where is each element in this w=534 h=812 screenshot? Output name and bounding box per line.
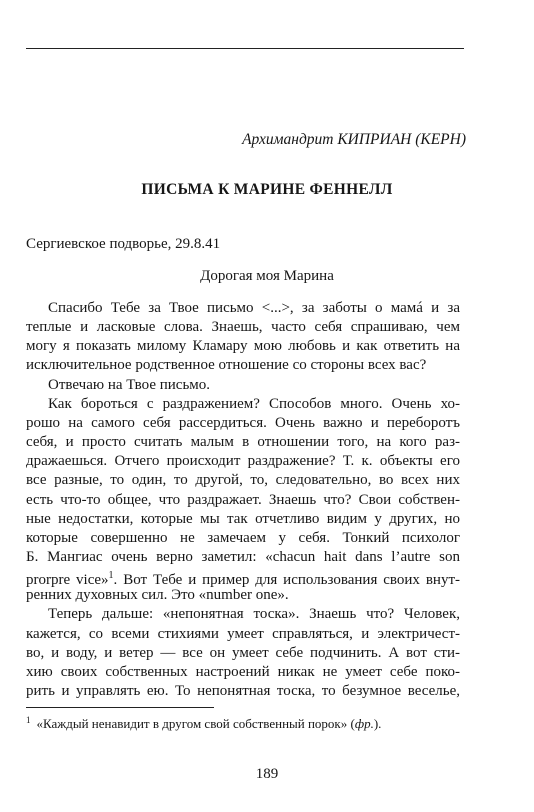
body-line: себя, и просто считать малым в отношении того, на кого раз- [26,434,460,450]
footnote-mark: 1 [26,715,31,725]
body-line: во, и воду, и ветер — все он умеет себе подчинить. А вот сти- [26,644,460,661]
footnote-close: ). [373,716,382,731]
body-line: ные недостатки, которые мы так отчетливо видим у других, но [26,510,460,527]
latin-quote-end: prorpre vice» [26,572,109,589]
body-line: Теперь дальше: «непонятная тоска». Знаешь что? Человек, [48,606,460,623]
top-rule [26,48,464,49]
body-line: ренних духовных сил. Это «number one». [26,587,289,604]
body-line: дражаешься. Отчего происходит раздражение? Т. к. объекты его [26,453,460,470]
body-line: Отвечаю на Твое письмо. [48,376,211,393]
body-line: Как бороться с раздражением? Способов много. Очень хо- [48,395,460,412]
body-line: которые совершенно не замечаем у себя. Тонкий психолог [26,529,460,546]
body-line: Спасибо Тебе за Твое письмо <...>, за заботы о мамá и за [48,300,460,316]
body-line: кажется, со всеми стихиями умеет справляться, и электричест- [26,625,460,642]
letter-place-date: Сергиевское подворье, 29.8.41 [26,236,221,252]
body-line: Б. Мангиас очень верно заметил: «chacun hait dans l’autre son [26,549,460,565]
body-line: теплые и ласковые слова. Знаешь, часто себя спрашиваю, чем [26,319,460,336]
body-line: исключительное родственное отношение со стороны всех вас? [26,357,427,374]
article-title: ПИСЬМА К МАРИНЕ ФЕННЕЛЛ [141,181,393,198]
body-line: все разные, то один, то другой, то, следовательно, во всех них [26,472,460,489]
page-number: 189 [255,766,279,782]
author-line: Архимандрит КИПРИАН (КЕРН) [242,131,466,148]
body-line: рошо на самого себя рассердиться. Очень важно и переборотъ [26,414,460,431]
footnote-text: «Каждый ненавидит в другом свой собственный порок» ( [36,716,355,731]
footnote-lang: фр. [354,716,374,731]
body-line: есть что-то общее, что раздражает. Знаешь что? Свои собствен- [26,491,460,508]
body-line: могу я показать милому Кламару мою любовь и как ответить на [26,338,460,355]
body-line: хию своих собственных настроений никак не умеет себе поко- [26,663,460,680]
letter-salutation: Дорогая моя Марина [200,268,334,284]
body-line: рить и управлять ею. То непонятная тоска, то безумное веселье, [26,683,460,699]
line-continuation: . Вот Тебе и пример для использования своих внут- [113,572,460,589]
footnote-rule [26,707,214,708]
footnote-ref: 1 [108,570,114,582]
footnote [26,715,381,732]
